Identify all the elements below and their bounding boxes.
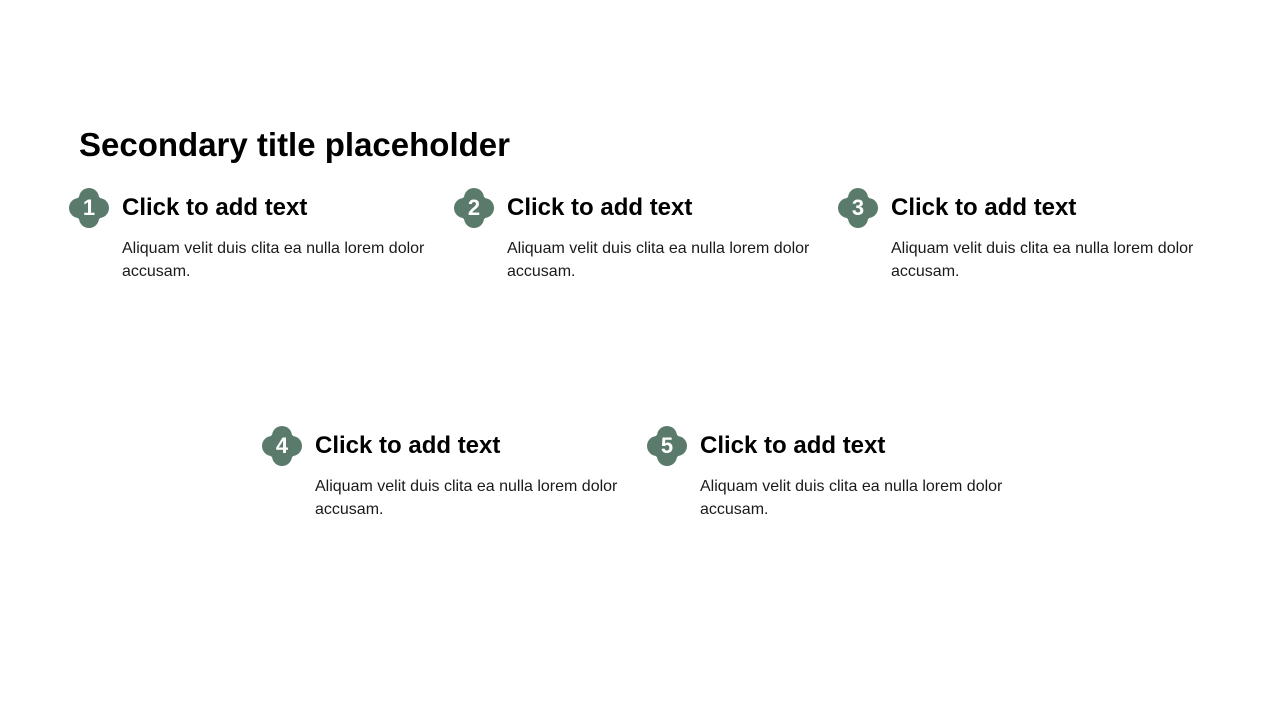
item-heading[interactable]: Click to add text	[122, 194, 308, 221]
list-item-1	[68, 187, 425, 297]
number-badge	[453, 187, 495, 229]
number-badge	[261, 425, 303, 467]
item-body-text[interactable]: Aliquam velit duis clita ea nulla lorem dolor accusam.	[122, 240, 425, 280]
number-badge	[646, 425, 688, 467]
item-body-text[interactable]: Aliquam velit duis clita ea nulla lorem dolor accusam.	[891, 240, 1194, 280]
item-heading[interactable]: Click to add text	[700, 432, 886, 459]
item-body-text[interactable]: Aliquam velit duis clita ea nulla lorem dolor accusam.	[315, 478, 618, 518]
item-heading[interactable]: Click to add text	[507, 194, 693, 221]
item-body-text[interactable]: Aliquam velit duis clita ea nulla lorem dolor accusam.	[507, 240, 810, 280]
badge-number: 1	[82, 195, 96, 220]
list-item-4	[261, 425, 618, 535]
item-heading[interactable]: Click to add text	[891, 194, 1077, 221]
list-item-3	[837, 187, 1194, 297]
number-badge	[68, 187, 110, 229]
item-heading[interactable]: Click to add text	[315, 432, 501, 459]
item-body-text[interactable]: Aliquam velit duis clita ea nulla lorem dolor accusam.	[700, 478, 1003, 518]
list-item-5	[646, 425, 1003, 535]
badge-number: 3	[851, 195, 865, 220]
badge-number: 2	[467, 195, 481, 220]
number-badge	[837, 187, 879, 229]
list-item-2	[453, 187, 810, 297]
badge-number: 5	[660, 433, 674, 458]
badge-number: 4	[275, 433, 289, 458]
slide-title[interactable]: Secondary title placeholder	[79, 126, 510, 163]
